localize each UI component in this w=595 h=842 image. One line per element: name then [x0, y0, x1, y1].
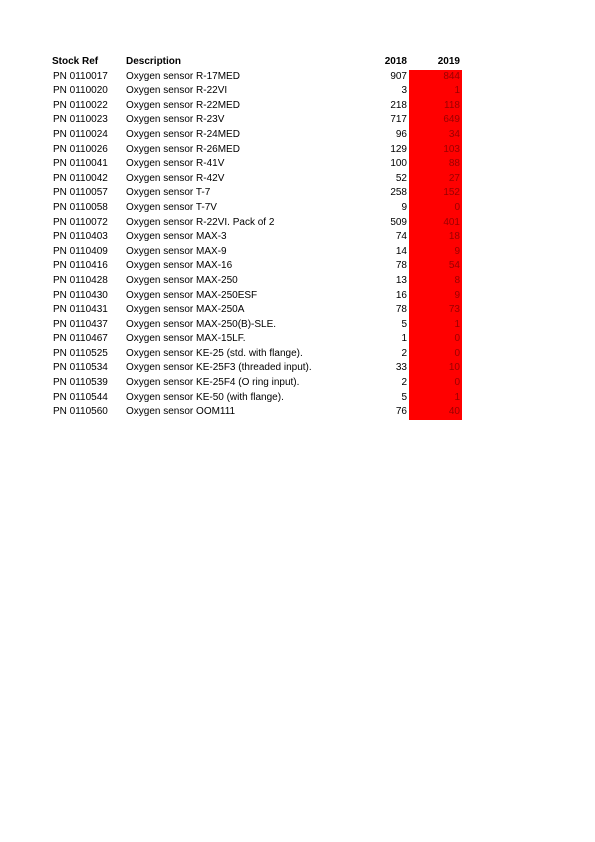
table-row — [52, 376, 462, 391]
cell-2019: 54 — [409, 259, 462, 274]
table-row — [52, 230, 462, 245]
cell-2018: 14 — [395, 245, 407, 257]
cell-2018: 907 — [390, 70, 407, 82]
cell-2018: 78 — [395, 304, 407, 316]
cell-2019: 8 — [409, 274, 462, 289]
table-row — [52, 186, 462, 201]
cell-2018: 509 — [390, 216, 407, 228]
table-row — [52, 113, 462, 128]
cell-stock-ref: PN 0110022 — [53, 99, 108, 111]
cell-2019: 1 — [409, 318, 462, 333]
cell-2018: 16 — [395, 289, 407, 301]
cell-2018: 129 — [390, 143, 407, 155]
cell-description: Oxygen sensor KE-25 (std. with flange). — [126, 347, 303, 359]
cell-description: Oxygen sensor T-7 — [126, 187, 211, 199]
cell-description: Oxygen sensor R-26MED — [126, 143, 240, 155]
cell-stock-ref: PN 0110428 — [53, 274, 108, 286]
table-row — [52, 216, 462, 231]
cell-2019: 118 — [409, 99, 462, 114]
cell-stock-ref: PN 0110020 — [53, 85, 108, 97]
cell-stock-ref: PN 0110544 — [53, 391, 108, 403]
cell-2018: 100 — [390, 158, 407, 170]
cell-stock-ref: PN 0110024 — [53, 128, 108, 140]
cell-2019: 40 — [409, 405, 462, 420]
cell-2019: 0 — [409, 347, 462, 362]
cell-stock-ref: PN 0110539 — [53, 377, 108, 389]
cell-2019: 103 — [409, 143, 462, 158]
cell-stock-ref: PN 0110041 — [53, 158, 108, 170]
spreadsheet-sheet — [52, 55, 462, 420]
cell-2019: 73 — [409, 303, 462, 318]
cell-2019: 27 — [409, 172, 462, 187]
cell-2019: 10 — [409, 361, 462, 376]
cell-stock-ref: PN 0110017 — [53, 70, 108, 82]
header-description: Description — [126, 56, 182, 67]
cell-2019: 0 — [409, 201, 462, 216]
table-row — [52, 318, 462, 333]
cell-2018: 74 — [395, 231, 407, 243]
cell-2018: 78 — [395, 260, 407, 272]
cell-stock-ref: PN 0110416 — [53, 260, 108, 272]
cell-stock-ref: PN 0110058 — [53, 201, 108, 213]
cell-description: Oxygen sensor MAX-15LF. — [126, 333, 246, 345]
cell-2018: 13 — [395, 274, 407, 286]
header-stock-ref: Stock Ref — [52, 56, 99, 67]
cell-description: Oxygen sensor MAX-250 — [126, 274, 238, 286]
header-row — [52, 55, 462, 70]
cell-description: Oxygen sensor R-41V — [126, 158, 225, 170]
cell-description: Oxygen sensor MAX-3 — [126, 231, 227, 243]
cell-description: Oxygen sensor KE-25F4 (O ring input). — [126, 377, 300, 389]
cell-description: Oxygen sensor MAX-9 — [126, 245, 227, 257]
cell-2018: 5 — [401, 391, 407, 403]
stock-table — [52, 55, 462, 420]
cell-description: Oxygen sensor KE-25F3 (threaded input). — [126, 362, 312, 374]
cell-2019: 152 — [409, 186, 462, 201]
table-row — [52, 201, 462, 216]
table-row — [52, 274, 462, 289]
cell-2018: 5 — [401, 318, 407, 330]
cell-2019: 9 — [409, 289, 462, 304]
table-row — [52, 245, 462, 260]
cell-description: Oxygen sensor R-23V — [126, 114, 225, 126]
cell-description: Oxygen sensor R-17MED — [126, 70, 240, 82]
cell-2019: 34 — [409, 128, 462, 143]
cell-description: Oxygen sensor T-7V — [126, 201, 217, 213]
cell-2019: 1 — [409, 84, 462, 99]
cell-2019: 844 — [409, 70, 462, 85]
table-row — [52, 347, 462, 362]
cell-stock-ref: PN 0110430 — [53, 289, 108, 301]
table-row — [52, 157, 462, 172]
cell-description: Oxygen sensor MAX-250A — [126, 304, 245, 316]
cell-2018: 2 — [401, 377, 407, 389]
table-row — [52, 84, 462, 99]
cell-2019: 18 — [409, 230, 462, 245]
table-row — [52, 361, 462, 376]
table-body — [52, 70, 462, 420]
table-row — [52, 303, 462, 318]
cell-stock-ref: PN 0110057 — [53, 187, 108, 199]
cell-2018: 3 — [401, 85, 407, 97]
cell-2018: 96 — [395, 128, 407, 140]
cell-description: Oxygen sensor OOM111 — [126, 406, 236, 418]
cell-stock-ref: PN 0110525 — [53, 347, 108, 359]
cell-stock-ref: PN 0110534 — [53, 362, 108, 374]
cell-stock-ref: PN 0110042 — [53, 172, 108, 184]
table-row — [52, 70, 462, 85]
cell-description: Oxygen sensor KE-50 (with flange). — [126, 391, 284, 403]
cell-stock-ref: PN 0110023 — [53, 114, 108, 126]
cell-2019: 0 — [409, 376, 462, 391]
table-row — [52, 391, 462, 406]
cell-stock-ref: PN 0110467 — [53, 333, 108, 345]
cell-stock-ref: PN 0110431 — [53, 304, 108, 316]
table-row — [52, 128, 462, 143]
cell-stock-ref: PN 0110072 — [53, 216, 108, 228]
table-row — [52, 332, 462, 347]
cell-2018: 717 — [390, 114, 407, 126]
table-row — [52, 259, 462, 274]
cell-2019: 401 — [409, 216, 462, 231]
cell-description: Oxygen sensor MAX-16 — [126, 260, 233, 272]
table-row — [52, 99, 462, 114]
cell-stock-ref: PN 0110026 — [53, 143, 108, 155]
cell-description: Oxygen sensor R-22MED — [126, 99, 240, 111]
cell-2019: 9 — [409, 245, 462, 260]
table-row — [52, 172, 462, 187]
cell-2018: 1 — [401, 333, 407, 345]
cell-2018: 76 — [395, 406, 407, 418]
table-row — [52, 289, 462, 304]
cell-description: Oxygen sensor MAX-250ESF — [126, 289, 258, 301]
cell-2019: 88 — [409, 157, 462, 172]
cell-2018: 218 — [390, 99, 407, 111]
table-row — [52, 405, 462, 420]
cell-2018: 2 — [401, 347, 407, 359]
cell-description: Oxygen sensor MAX-250(B)-SLE. — [126, 318, 277, 330]
header-2019: 2019 — [437, 56, 460, 67]
cell-stock-ref: PN 0110403 — [53, 231, 108, 243]
cell-2018: 258 — [390, 187, 407, 199]
cell-2018: 9 — [401, 201, 407, 213]
cell-2019: 1 — [409, 391, 462, 406]
cell-2019: 0 — [409, 332, 462, 347]
cell-stock-ref: PN 0110560 — [53, 406, 108, 418]
cell-description: Oxygen sensor R-22VI. Pack of 2 — [126, 216, 275, 228]
header-2018: 2018 — [384, 56, 407, 67]
cell-2019: 649 — [409, 113, 462, 128]
cell-description: Oxygen sensor R-22VI — [126, 85, 228, 97]
cell-stock-ref: PN 0110437 — [53, 318, 108, 330]
cell-description: Oxygen sensor R-42V — [126, 172, 225, 184]
table-row — [52, 143, 462, 158]
cell-2018: 52 — [395, 172, 407, 184]
cell-2018: 33 — [395, 362, 407, 374]
cell-description: Oxygen sensor R-24MED — [126, 128, 240, 140]
cell-stock-ref: PN 0110409 — [53, 245, 108, 257]
